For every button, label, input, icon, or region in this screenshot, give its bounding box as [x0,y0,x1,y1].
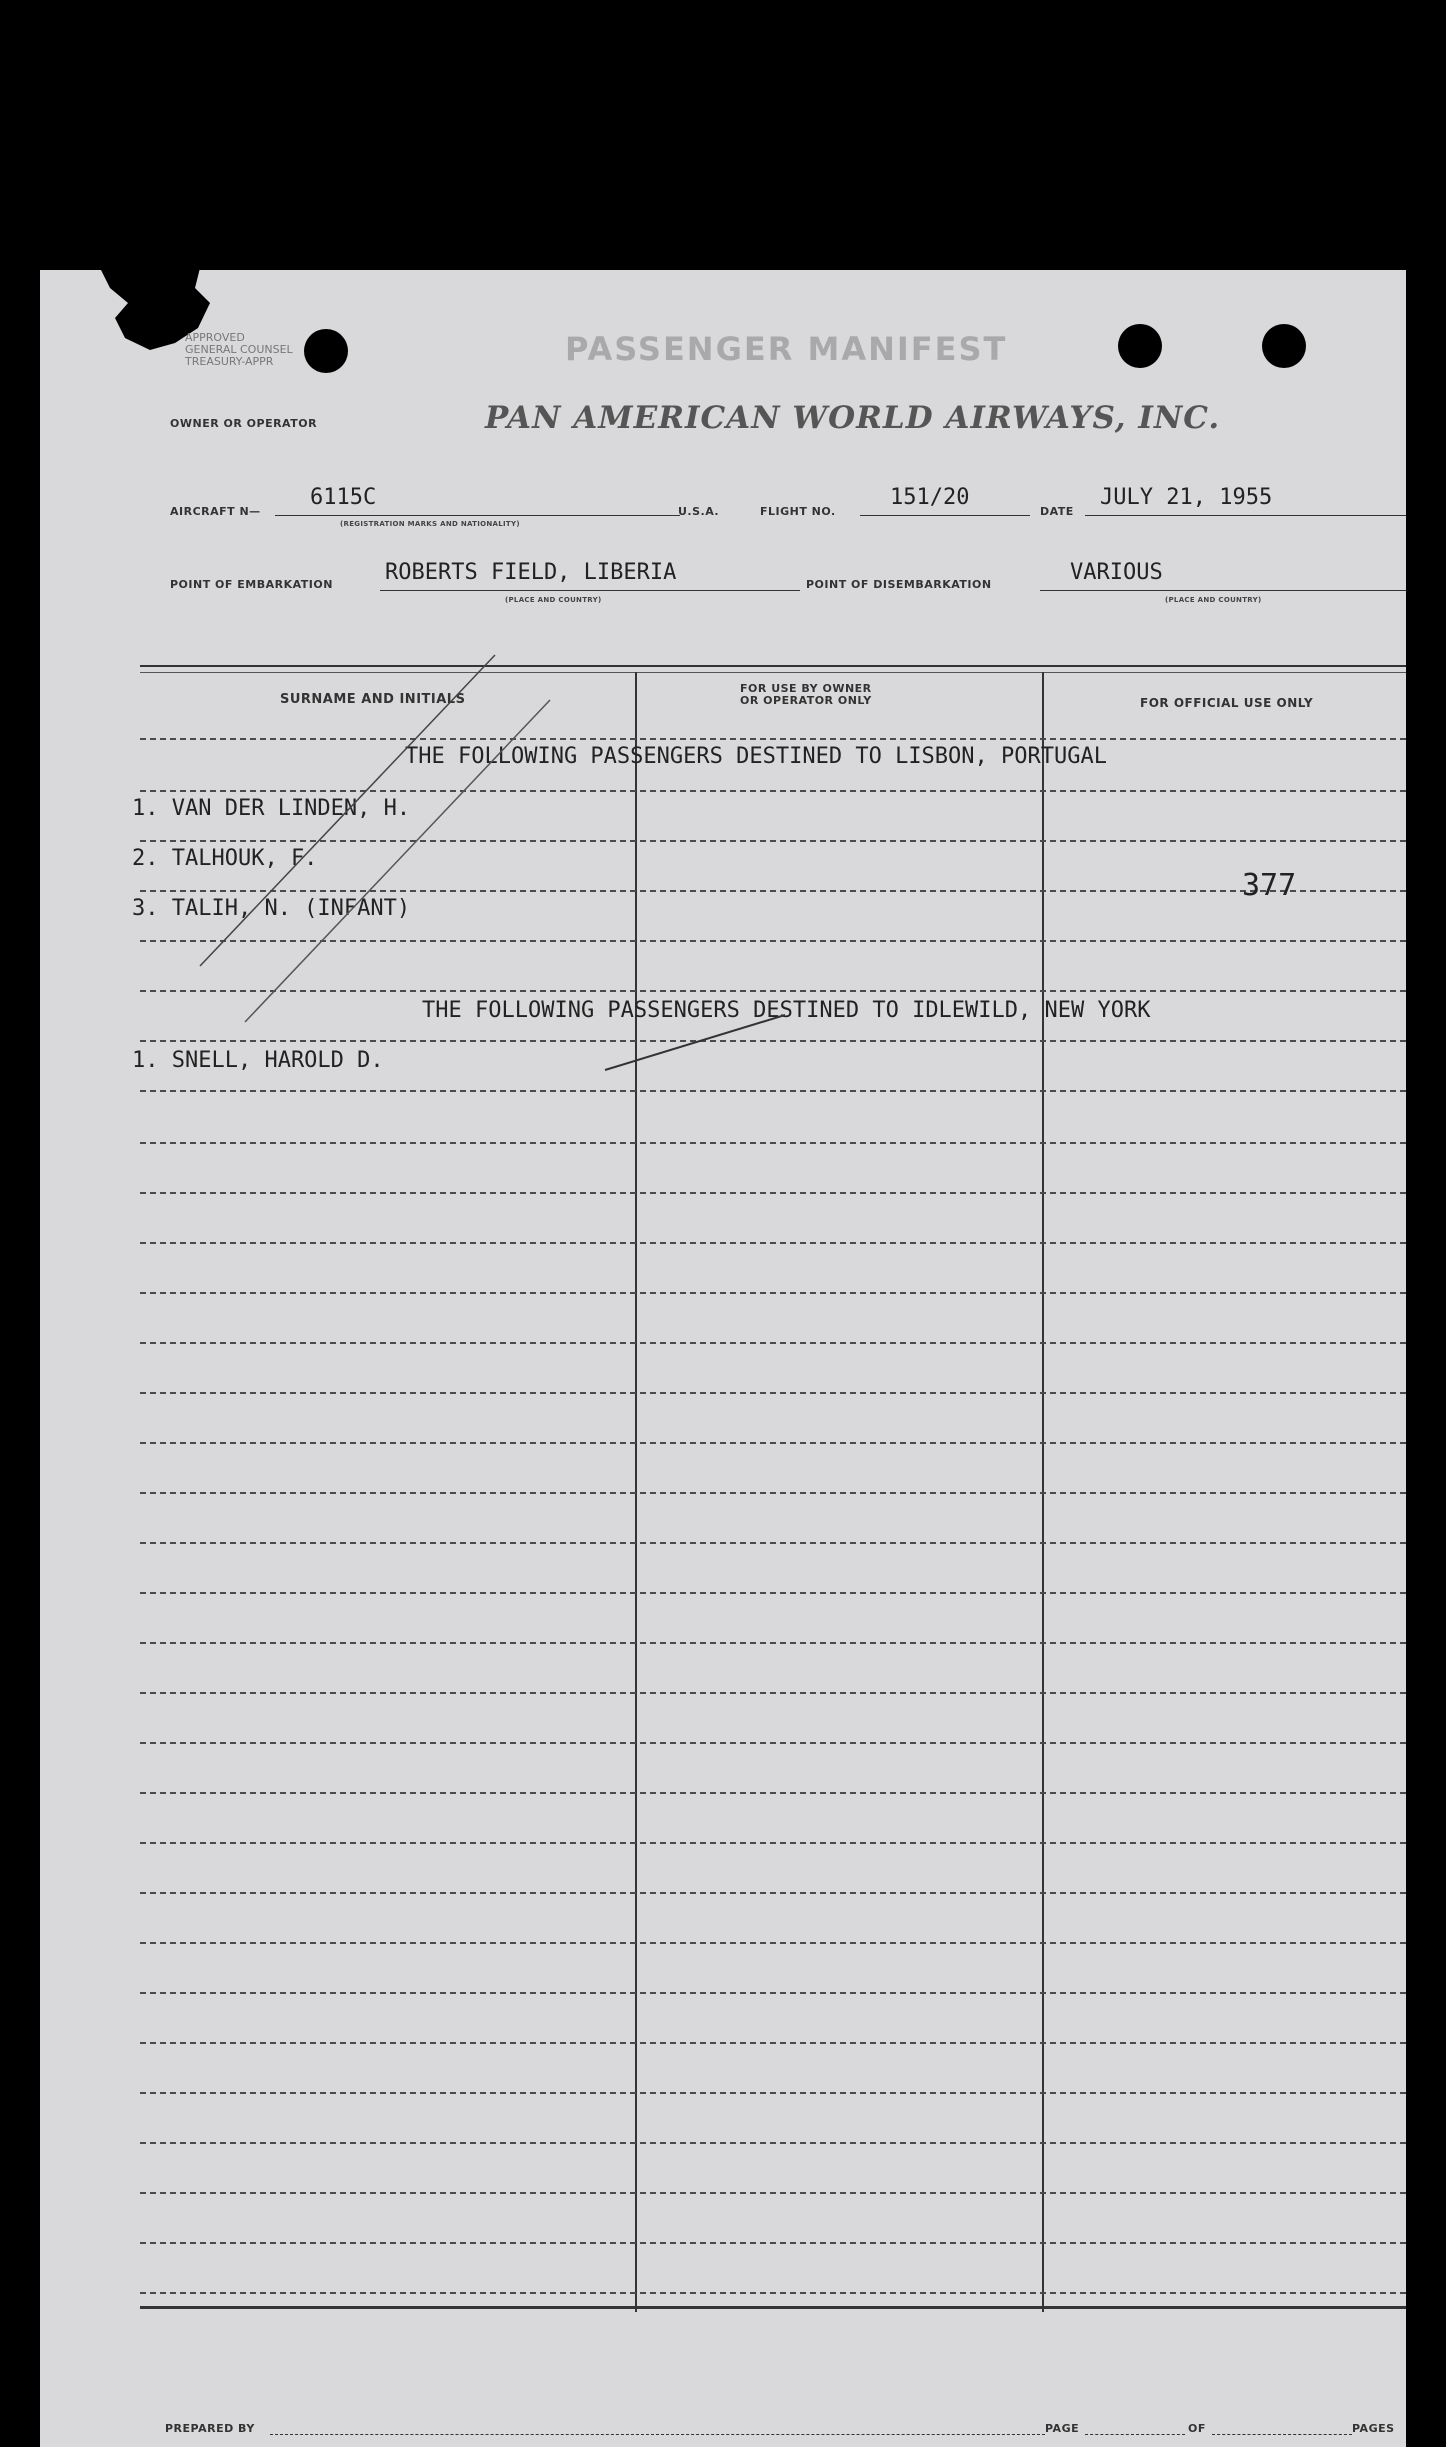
flight-label: FLIGHT NO. [760,505,836,518]
date-value: JULY 21, 1955 [1100,485,1273,510]
usa-label: U.S.A. [678,505,720,518]
passenger-row-3: 3. TALIH, N. (INFANT) [132,896,411,921]
owner-use-header: FOR USE BY OWNER OR OPERATOR ONLY [740,682,872,707]
flight-value: 151/20 [890,485,970,510]
page-underline [1085,2434,1185,2435]
disembarkation-label: POINT OF DISEMBARKATION [806,578,992,591]
aircraft-value: 6115C [310,485,377,510]
of-underline [1212,2434,1352,2435]
embarkation-caption: (PLACE AND COUNTRY) [505,596,602,604]
registration-caption: (REGISTRATION MARKS AND NATIONALITY) [340,520,520,528]
prepared-by-label: PREPARED BY [165,2422,255,2435]
passenger-row-4: 1. SNELL, HAROLD D. [132,1048,384,1073]
owner-label: OWNER OR OPERATOR [170,417,318,430]
disembarkation-value: VARIOUS [1070,560,1163,585]
date-label: DATE [1040,505,1074,518]
aircraft-label: AIRCRAFT N— [170,505,261,518]
pencil-strike-lines [40,270,1406,2447]
official-number: 377 [1242,868,1297,903]
approval-stamp: APPROVED GENERAL COUNSEL TREASURY-APPR [185,331,293,368]
embarkation-value: ROBERTS FIELD, LIBERIA [385,560,677,585]
form-title: PASSENGER MANIFEST [565,330,1008,368]
prepared-by-underline [270,2434,1045,2435]
group1-heading: THE FOLLOWING PASSENGERS DESTINED TO LISBON, PORTUGAL [405,744,1107,769]
passenger-row-2: 2. TALHOUK, F. [132,846,318,871]
group2-heading: THE FOLLOWING PASSENGERS DESTINED TO IDLEWILD, NEW YORK [422,998,1151,1023]
embarkation-label: POINT OF EMBARKATION [170,578,333,591]
official-use-header: FOR OFFICIAL USE ONLY [1140,696,1314,710]
pages-label: PAGES [1352,2422,1395,2435]
disembarkation-caption: (PLACE AND COUNTRY) [1165,596,1262,604]
page-label: PAGE [1045,2422,1080,2435]
passenger-row-1: 1. VAN DER LINDEN, H. [132,796,411,821]
surname-column-header: SURNAME AND INITIALS [280,692,466,707]
manifest-sheet [40,270,1406,2447]
company-name: PAN AMERICAN WORLD AIRWAYS, INC. [485,400,1221,436]
of-label: OF [1188,2422,1206,2435]
